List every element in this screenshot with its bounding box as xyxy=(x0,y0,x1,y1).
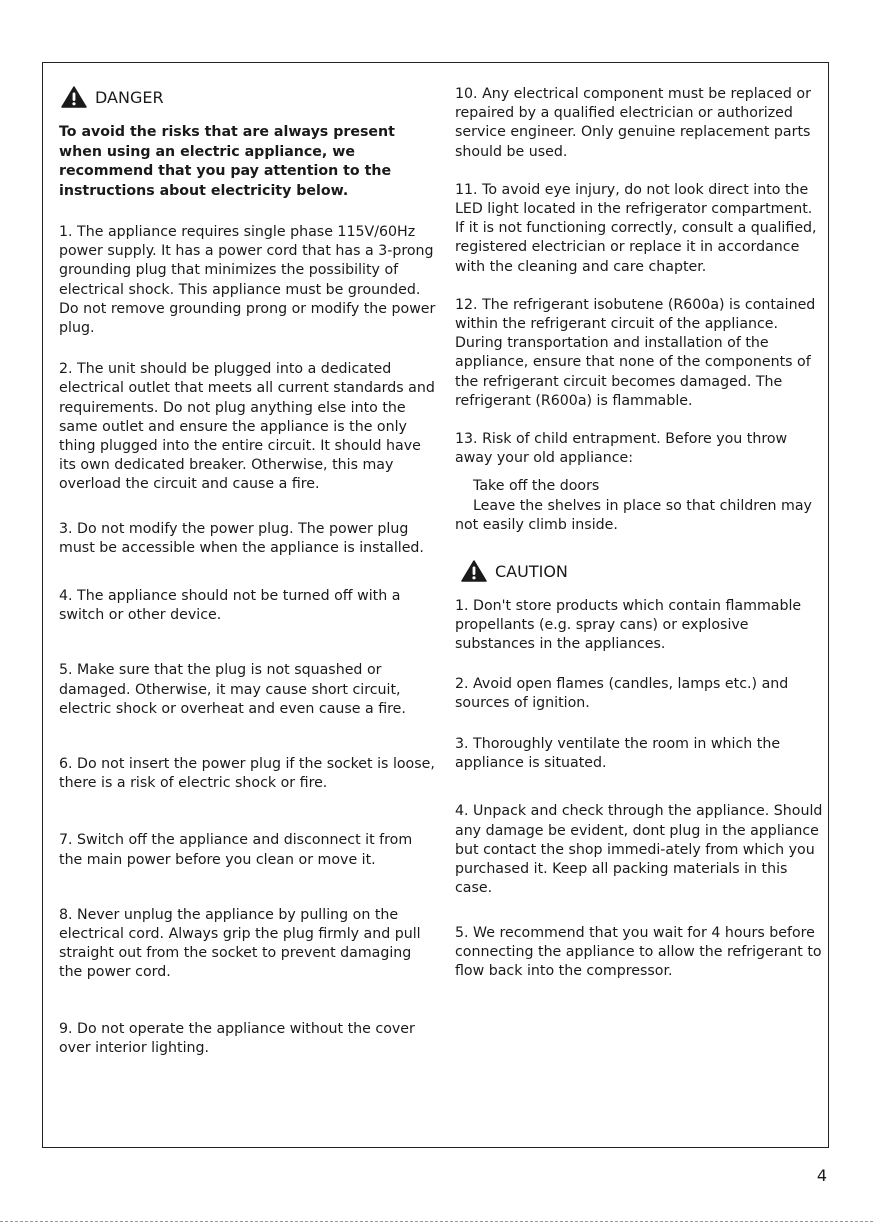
danger-item-9: 9. Do not operate the appliance without the cover over interior lighting. xyxy=(59,1020,415,1056)
danger-heading xyxy=(61,85,437,109)
danger-item-5: 5. Make sure that the plug is not squashed or damaged. Otherwise, it may cause short circuit, electric shock or overheat and even cause a fire. xyxy=(59,662,406,717)
caution-item-2: 2. Avoid open flames (candles, lamps etc.) and sources of ignition. xyxy=(455,675,789,711)
danger-item-8: 8. Never unplug the appliance by pulling on the electrical cord. Always grip the plug firmly and pull straight out from the socket to prevent damaging the power cord. xyxy=(59,906,421,981)
caution-item-4: 4. Unpack and check through the appliance. Should any damage be evident, dont plug in the appliance but contact the shop immedi-ately from which you purchased it. Keep all packing materials in this case. xyxy=(455,803,823,897)
danger-item-10: 10. Any electrical component must be replaced or repaired by a qualified electrician or authorized service engineer. Only genuine replacement parts should be used. xyxy=(455,86,811,160)
danger-item-4: 4. The appliance should not be turned off with a switch or other device. xyxy=(59,588,401,624)
caution-item-1: 1. Don't store products which contain flammable propellants (e.g. spray cans) or explosive substances in the appliances. xyxy=(455,598,802,653)
danger-item-12: 12. The refrigerant isobutene (R600a) is contained within the refrigerant circuit of the appliance. During transportation and installation of the appliance, ensure that none of the components of the refrigerant circuit becomes damaged. The refrigerant (R600a) is flammable. xyxy=(455,296,816,409)
danger-item-11: 11. To avoid eye injury, do not look direct into the LED light located in the refrigerator compartment. If it is not functioning correctly, consult a qualified, registered electrician or replace it in accordance with the cleaning and care chapter. xyxy=(455,181,817,275)
danger-item-2: 2. The unit should be plugged into a dedicated electrical outlet that meets all current standards and requirements. Do not plug anything else into the same outlet and ensure the appliance is the only thing plugged into the entire circuit. It should have its own dedicated breaker. Otherwise, this may overload the circuit and cause a fire. xyxy=(59,361,435,493)
safety-frame xyxy=(42,62,829,1148)
danger-item-3: 3. Do not modify the power plug. The power plug must be accessible when the appliance is installed. xyxy=(59,520,424,556)
caution-icon xyxy=(461,560,487,582)
bottom-rule xyxy=(0,1221,873,1222)
danger-item-1: 1. The appliance requires single phase 115V/60Hz power supply. It has a power cord that has a 3-prong grounding plug that minimizes the possibility of electrical shock. This appliance must be grounded. Do not remove grounding prong or modify the power plug. xyxy=(59,224,436,337)
danger-item-13-sub-2: Leave the shelves in place so that children may not easily climb inside. xyxy=(455,497,812,533)
caution-item-5: 5. We recommend that you wait for 4 hours before connecting the appliance to allow the refrigerant to flow back into the compressor. xyxy=(455,924,822,979)
caution-heading xyxy=(461,559,823,583)
warning-icon xyxy=(61,86,87,108)
page-number: 4 xyxy=(816,1166,827,1185)
right-column xyxy=(455,85,823,981)
danger-item-7: 7. Switch off the appliance and disconnect it from the main power before you clean or move it. xyxy=(59,832,413,868)
caution-item-3: 3. Thoroughly ventilate the room in which the appliance is situated. xyxy=(455,736,781,772)
danger-intro: To avoid the risks that are always present when using an electric appliance, we recommend that you pay attention to the instructions about electricity below. xyxy=(59,124,395,199)
danger-title: DANGER xyxy=(95,87,164,107)
caution-title: CAUTION xyxy=(495,561,568,581)
danger-item-13: 13. Risk of child entrapment. Before you throw away your old appliance: xyxy=(455,431,788,467)
danger-item-13-sub-1: Take off the doors xyxy=(473,478,600,495)
left-column xyxy=(59,85,437,1058)
danger-item-6: 6. Do not insert the power plug if the socket is loose, there is a risk of electric shock or fire. xyxy=(59,756,435,792)
